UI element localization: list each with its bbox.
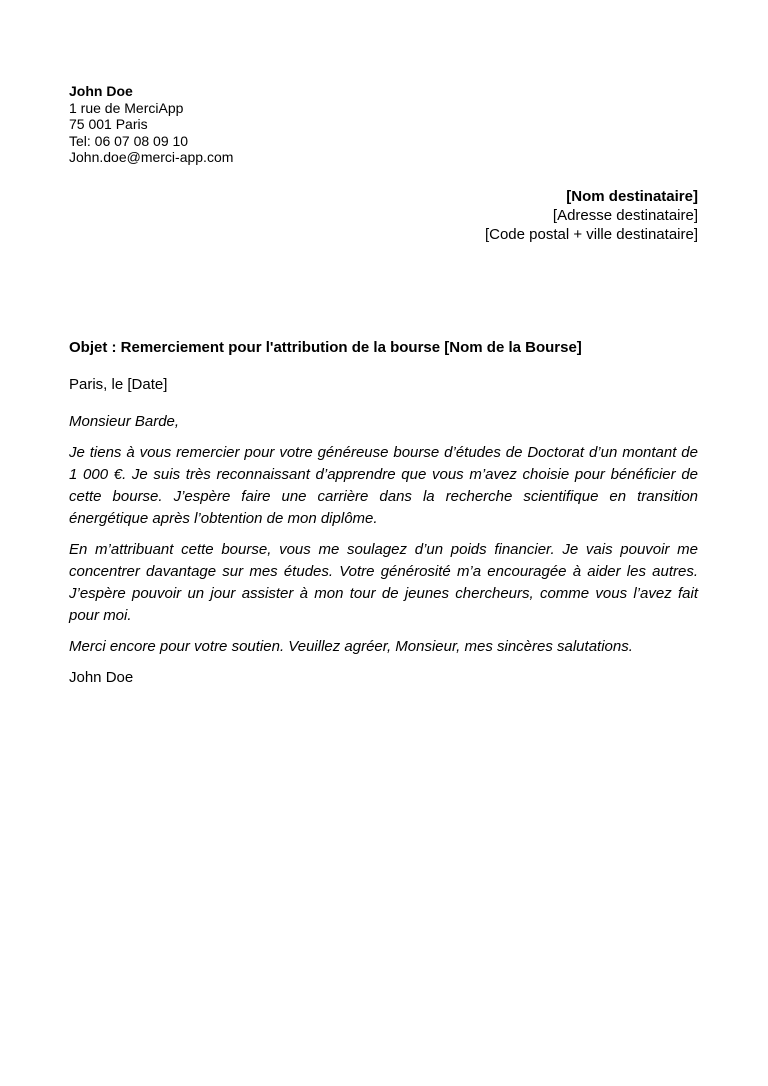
subject-line: Objet : Remerciement pour l'attribution de la bourse [Nom de la Bourse]: [69, 338, 582, 356]
recipient-address-block: [69, 187, 698, 244]
sender-name: John Doe: [69, 83, 133, 99]
sender-phone: Tel: 06 07 08 09 10: [69, 132, 189, 149]
recipient-postal-city-placeholder: [Code postal + ville destinataire]: [484, 225, 698, 243]
sender-address-block: [69, 83, 698, 166]
signature-name: John Doe: [69, 668, 134, 686]
sender-street: 1 rue de MerciApp: [69, 99, 184, 116]
sender-email: John.doe@merci-app.com: [69, 149, 234, 165]
body-paragraph-3: Merci encore pour votre soutien. Veuillez agréer, Monsieur, mes sincères salutations.: [69, 637, 633, 655]
sender-city: 75 001 Paris: [69, 116, 148, 132]
recipient-name-placeholder: [Nom destinataire]: [566, 187, 698, 205]
date-line: Paris, le [Date]: [69, 375, 168, 393]
salutation: Monsieur Barde,: [69, 412, 180, 430]
recipient-address-placeholder: [Adresse destinataire]: [552, 206, 698, 224]
body-paragraph-2: En m’attribuant cette bourse, vous me soulagez d’un poids financier. Je vais pouvoir me concentrer davantage sur mes études. Votre générosité m’a encouragée à aider les autres. J’espère pouvoir un jour assister à mon tour de jeunes chercheurs, comme vous l’avez fait pour moi.: [69, 540, 698, 624]
body-paragraph-1: Je tiens à vous remercier pour votre généreuse bourse d’études de Doctorat d’un montant de 1 000 €. Je suis très reconnaissant d’apprendre que vous m’avez choisie pour bénéficier de cette bourse. J’espère faire une carrière dans la recherche scientifique en transition énergétique après l’obtention de mon diplôme.: [69, 443, 698, 527]
